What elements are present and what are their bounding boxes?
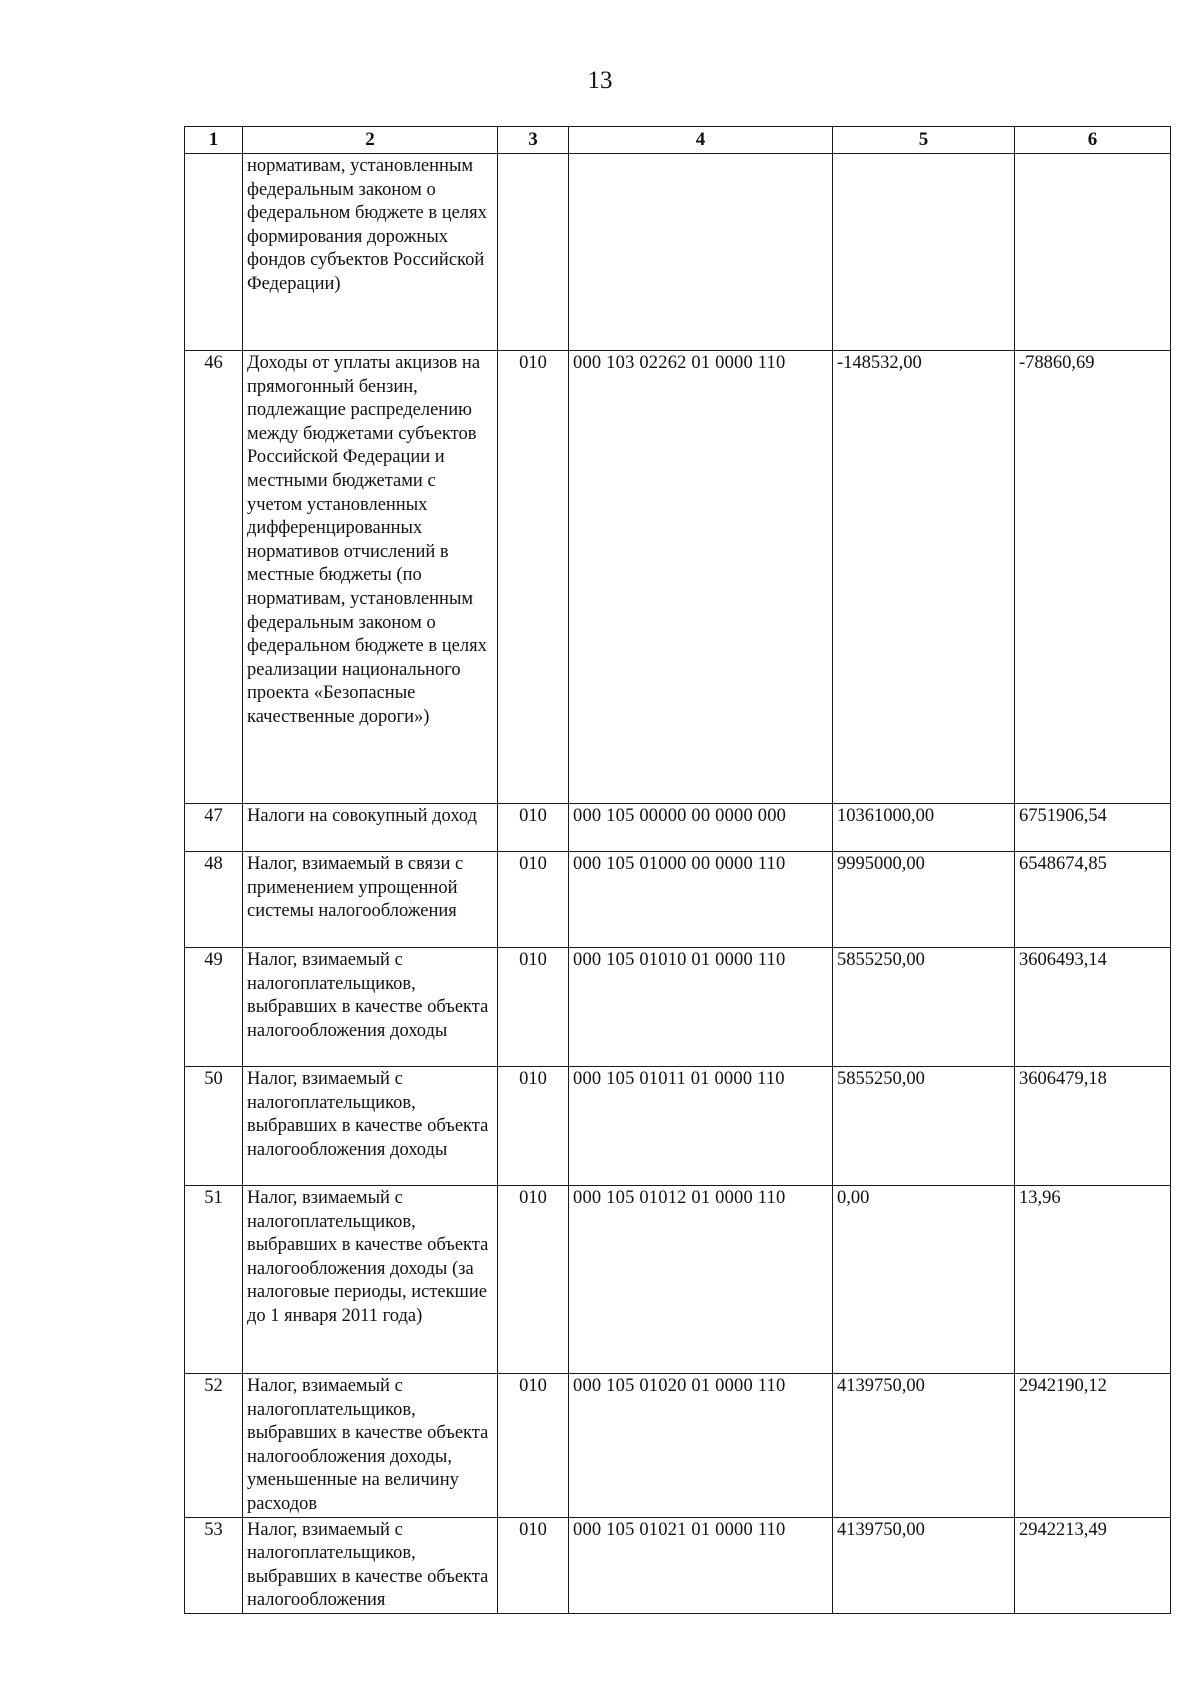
row-admin-code (498, 154, 569, 351)
row-number (185, 154, 243, 351)
table-header (185, 127, 1171, 154)
row-plan-amount: 4139750,00 (833, 1374, 1015, 1518)
table-row (185, 804, 1171, 852)
row-budget-code: 000 103 02262 01 0000 110 (569, 351, 833, 804)
header-col-4: 4 (569, 127, 833, 154)
row-number: 47 (185, 804, 243, 852)
row-admin-code: 010 (498, 1517, 569, 1613)
header-col-3: 3 (498, 127, 569, 154)
row-fact-amount: 3606479,18 (1015, 1067, 1171, 1186)
header-col-1: 1 (185, 127, 243, 154)
row-budget-code: 000 105 01010 01 0000 110 (569, 948, 833, 1067)
row-plan-amount: 0,00 (833, 1186, 1015, 1374)
row-name: Налог, взимаемый с налогоплательщиков, выбравших в качестве объекта налогообложения доходы, уменьшенные на величину расходов (243, 1374, 498, 1518)
table-row (185, 154, 1171, 351)
row-budget-code: 000 105 01021 01 0000 110 (569, 1517, 833, 1613)
row-admin-code: 010 (498, 948, 569, 1067)
row-name: Налог, взимаемый в связи с применением упрощенной системы налогообложения (243, 852, 498, 948)
row-plan-amount: 5855250,00 (833, 948, 1015, 1067)
row-fact-amount: 3606493,14 (1015, 948, 1171, 1067)
row-plan-amount: 5855250,00 (833, 1067, 1015, 1186)
row-number: 46 (185, 351, 243, 804)
table-row (185, 1517, 1171, 1613)
row-plan-amount (833, 154, 1015, 351)
row-budget-code: 000 105 01012 01 0000 110 (569, 1186, 833, 1374)
row-plan-amount: 9995000,00 (833, 852, 1015, 948)
row-name: Доходы от уплаты акцизов на прямогонный бензин, подлежащие распределению между бюджетами субъектов Российской Федерации и местными бюджетами с учетом установленных дифференцированных нормативов отчислений в местные бюджеты (по нормативам, установленным федеральным законом о федеральном бюджете в целях реализации национального проекта «Безопасные качественные дороги») (243, 351, 498, 804)
revenue-table (184, 126, 1171, 1614)
header-col-2: 2 (243, 127, 498, 154)
row-fact-amount (1015, 154, 1171, 351)
header-col-5: 5 (833, 127, 1015, 154)
row-budget-code: 000 105 00000 00 0000 000 (569, 804, 833, 852)
row-name: Налог, взимаемый с налогоплательщиков, выбравших в качестве объекта налогообложения доходы (243, 948, 498, 1067)
row-fact-amount: 6751906,54 (1015, 804, 1171, 852)
row-plan-amount: 10361000,00 (833, 804, 1015, 852)
row-plan-amount: -148532,00 (833, 351, 1015, 804)
row-budget-code (569, 154, 833, 351)
row-name: Налоги на совокупный доход (243, 804, 498, 852)
row-name: Налог, взимаемый с налогоплательщиков, выбравших в качестве объекта налогообложения доходы (243, 1067, 498, 1186)
row-fact-amount: 2942213,49 (1015, 1517, 1171, 1613)
table-row (185, 351, 1171, 804)
row-budget-code: 000 105 01020 01 0000 110 (569, 1374, 833, 1518)
row-admin-code: 010 (498, 804, 569, 852)
row-budget-code: 000 105 01000 00 0000 110 (569, 852, 833, 948)
table-row (185, 852, 1171, 948)
table-row (185, 1374, 1171, 1518)
page-number: 13 (587, 67, 613, 94)
table-row (185, 1186, 1171, 1374)
row-number: 53 (185, 1517, 243, 1613)
row-name: нормативам, установленным федеральным законом о федеральном бюджете в целях формирования дорожных фондов субъектов Российской Федерации) (243, 154, 498, 351)
header-col-6: 6 (1015, 127, 1171, 154)
row-number: 52 (185, 1374, 243, 1518)
row-budget-code: 000 105 01011 01 0000 110 (569, 1067, 833, 1186)
row-fact-amount: -78860,69 (1015, 351, 1171, 804)
row-plan-amount: 4139750,00 (833, 1517, 1015, 1613)
row-number: 48 (185, 852, 243, 948)
row-admin-code: 010 (498, 1374, 569, 1518)
row-admin-code: 010 (498, 852, 569, 948)
row-fact-amount: 2942190,12 (1015, 1374, 1171, 1518)
row-admin-code: 010 (498, 1067, 569, 1186)
row-number: 51 (185, 1186, 243, 1374)
row-fact-amount: 6548674,85 (1015, 852, 1171, 948)
table-row (185, 1067, 1171, 1186)
row-number: 49 (185, 948, 243, 1067)
table-body (185, 154, 1171, 1614)
header-row (185, 127, 1171, 154)
row-name: Налог, взимаемый с налогоплательщиков, выбравших в качестве объекта налогообложения (243, 1517, 498, 1613)
row-admin-code: 010 (498, 351, 569, 804)
row-name: Налог, взимаемый с налогоплательщиков, выбравших в качестве объекта налогообложения доходы (за налоговые периоды, истекшие до 1 января 2011 года) (243, 1186, 498, 1374)
row-admin-code: 010 (498, 1186, 569, 1374)
table-row (185, 948, 1171, 1067)
row-fact-amount: 13,96 (1015, 1186, 1171, 1374)
row-number: 50 (185, 1067, 243, 1186)
